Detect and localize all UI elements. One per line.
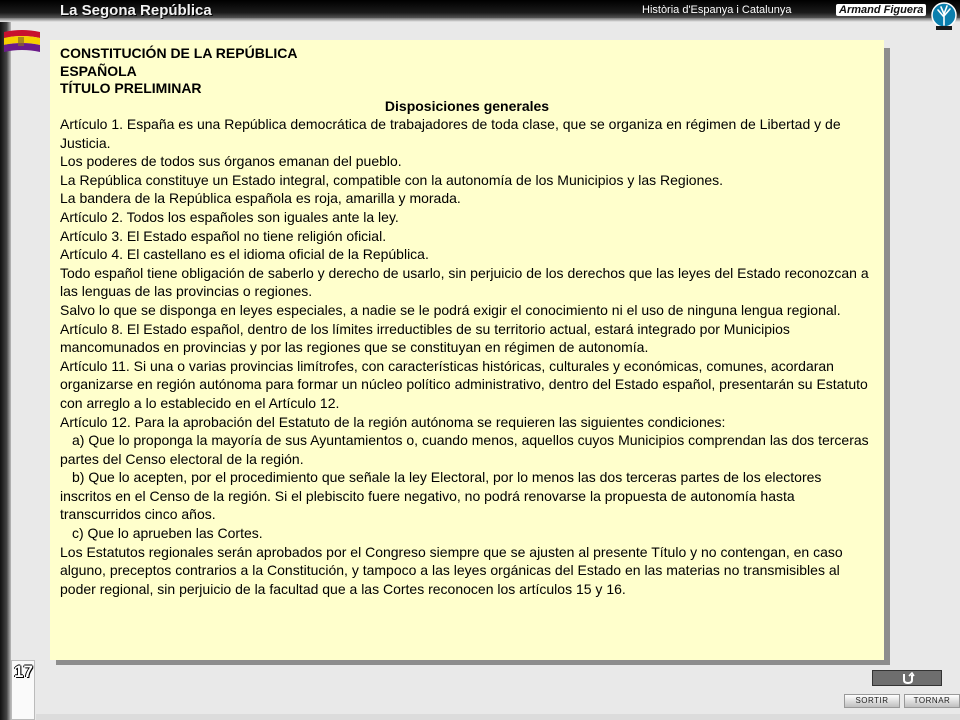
document-title-line-3: TÍTULO PRELIMINAR — [60, 80, 202, 96]
u-turn-arrow-icon — [901, 672, 915, 685]
paragraph-articulo-4: Artículo 4. El castellano es el idioma oficial de la República. — [60, 246, 429, 263]
bottom-strip — [36, 714, 960, 720]
author-name: Armand Figuera — [836, 4, 926, 16]
paragraph-condition-b: b) Que lo acepten, por el procedimiento que señale la ley Electoral, por lo menos las dos terceras partes de los electores inscritos en el Censo de la región. Si el plebiscito fuere negativo, no podrá renovarse la propuesta de autonomía hasta transcurridos cinco años. — [60, 469, 822, 523]
paragraph-articulo-3: Artículo 3. El Estado español no tiene religión oficial. — [60, 227, 387, 244]
back-button[interactable]: TORNAR — [904, 694, 960, 708]
paragraph-articulo-1: Artículo 1. España es una República democrática de trabajadores de toda clase, que se organiza en régimen de Libertad y de Justicia. — [60, 116, 841, 151]
page-number: 17 — [14, 662, 33, 681]
paragraph: La República constituye un Estado integral, compatible con la autonomía de los Municipios y las Regiones. — [60, 171, 724, 188]
paragraph: Salvo lo que se disponga en leyes especiales, a nadie se le podrá exigir el conocimiento ni el uso de ninguna lengua regional. — [60, 301, 841, 318]
author-logo-icon — [930, 1, 958, 31]
republic-flag-icon — [2, 28, 42, 56]
paragraph-articulo-12: Artículo 12. Para la aprobación del Estatuto de la región autónoma se requieren las siguientes condiciones: — [60, 413, 726, 430]
paragraph: Los Estatutos regionales serán aprobados por el Congreso siempre que se ajusten al presente Título y no contengan, en caso alguno, preceptos contrarios a la Constitución, y tampoco a las leyes orgánicas del Estado en las materias no transmisibles al poder regional, sin perjuicio de la facultad que a las Cortes reconocen los artículos 15 y 16. — [60, 543, 843, 597]
paragraph-articulo-2: Artículo 2. Todos los españoles son iguales ante la ley. — [60, 208, 399, 225]
return-arrow-button[interactable] — [872, 670, 942, 686]
paragraph-condition-a: a) Que lo proponga la mayoría de sus Ayuntamientos o, cuando menos, aquellos cuyos Municipios comprendan las dos terceras partes del Censo electoral de la región. — [60, 432, 869, 467]
document-card — [50, 40, 884, 660]
paragraph-articulo-11: Artículo 11. Si una o varias provincias limítrofes, con características históricas, culturales y económicas, comunes, acordaran organizarse en región autónoma para formar un núcleo político administrativo, dentro del Estado español, presentarán su Estatuto con arreglo a lo establecido en el Artículo 12. — [60, 357, 868, 411]
paragraph-articulo-8: Artículo 8. El Estado español, dentro de los límites irreductibles de su territorio actual, estará integrado por Municipios mancomunados en provincias y por las regiones que se constituyan en régimen de autonomía. — [60, 320, 790, 356]
page-number-box — [11, 660, 35, 720]
document-title-line-1: CONSTITUCIÓN DE LA REPÚBLICA — [60, 45, 298, 61]
paragraph: Todo español tiene obligación de saberlo y derecho de usarlo, sin perjuicio de los derechos que las leyes del Estado reconozcan a las lenguas de las provincias o regiones. — [60, 264, 869, 300]
paragraph: La bandera de la República española es roja, amarilla y morada. — [60, 190, 461, 207]
exit-button[interactable]: SORTIR — [844, 694, 900, 708]
document-title-line-2: ESPAÑOLA — [60, 62, 137, 79]
section-title: Disposiciones generales — [384, 97, 550, 114]
left-side-bar — [0, 22, 11, 720]
site-subtitle: Història d'Espanya i Catalunya — [642, 4, 792, 16]
paragraph: Los poderes de todos sus órganos emanan del pueblo. — [60, 153, 402, 170]
paragraph-condition-c: c) Que lo aprueben las Cortes. — [72, 525, 263, 542]
site-title: La Segona República — [60, 2, 212, 19]
